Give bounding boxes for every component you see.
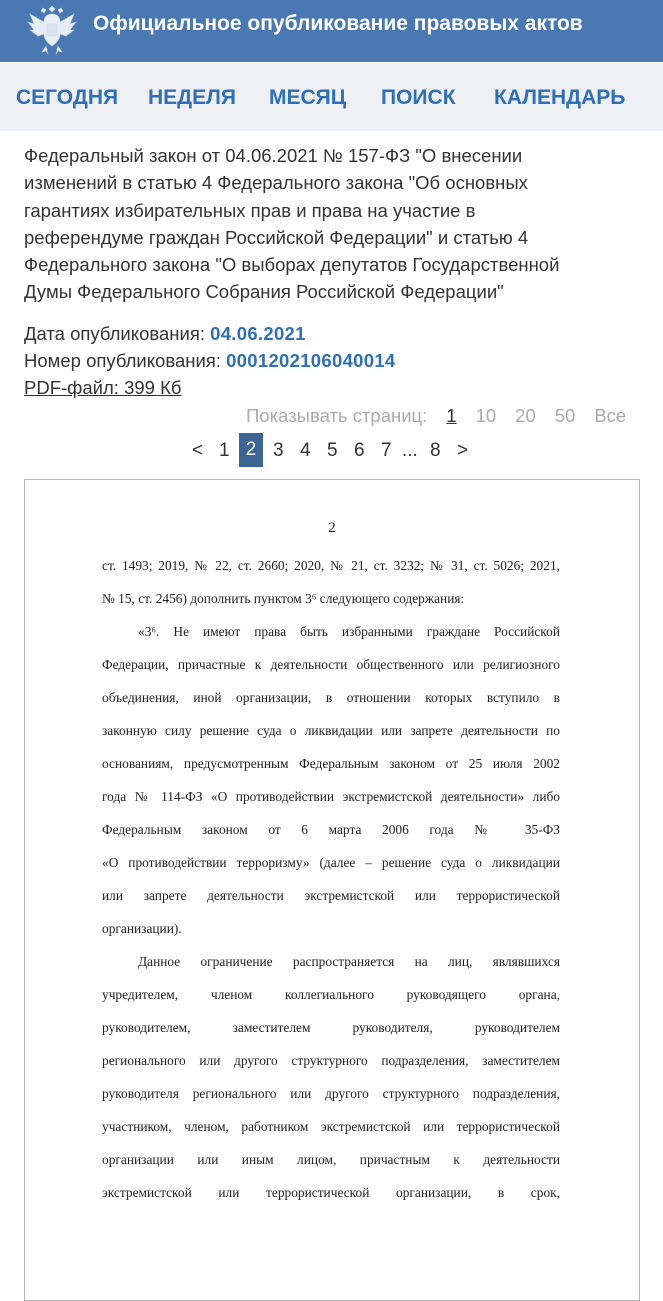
title-line: референдуме граждан Российской Федерации" и статью 4: [24, 226, 529, 248]
title-line: изменений в статью 4 Федерального закона "Об основных: [24, 172, 528, 194]
pager-next[interactable]: >: [457, 440, 469, 461]
pages-per-view-label: Показывать страниц:: [246, 405, 428, 426]
pages-per-view: [246, 404, 626, 428]
scan-line: основаниям, предусмотренным Федеральным законом от 25 июля 2002: [102, 756, 560, 771]
nav-today[interactable]: СЕГОДНЯ: [16, 86, 119, 109]
document-title: [24, 142, 644, 306]
publication-number-value: 0001202106040014: [226, 350, 396, 371]
scan-line: экстремистской или террористической организации, в срок,: [102, 1185, 560, 1200]
scan-line: «3⁶. Не имеют права быть избранными граждане Российской: [138, 624, 560, 639]
publication-date-value: 04.06.2021: [210, 323, 306, 344]
scan-line: учредителем, членом коллегиального руководящего органа,: [102, 987, 560, 1002]
scan-line: года № 114-ФЗ «О противодействии экстремистской деятельности» либо: [102, 789, 560, 804]
scan-line: регионального или другого структурного подразделения, заместителем: [102, 1053, 560, 1068]
pdf-row: [24, 375, 181, 401]
nav-month[interactable]: МЕСЯЦ: [269, 86, 347, 109]
scan-line: Федеральным законом от 6 марта 2006 года № 35-ФЗ: [102, 822, 560, 837]
document-scan: [24, 479, 640, 1301]
pager-page-7[interactable]: 7: [381, 440, 392, 461]
scan-line: ст. 1493; 2019, № 22, ст. 2660; 2020, № 21, ст. 3232; № 31, ст. 5026; 2021,: [102, 558, 560, 573]
title-line: Думы Федерального Собрания Российской Федерации": [24, 281, 504, 303]
coat-of-arms-icon: [26, 2, 78, 56]
scan-line: Федерации, причастные к деятельности общественного или религиозного: [102, 657, 560, 672]
title-line: Федерального закона "О выборах депутатов Государственной: [24, 254, 560, 276]
pdf-download-link[interactable]: PDF-файл: 399 Кб: [24, 377, 182, 398]
scan-line: организации).: [102, 921, 182, 936]
scan-line: законную силу решение суда о ликвидации или запрете деятельности по: [102, 723, 560, 738]
nav-week[interactable]: НЕДЕЛЯ: [148, 86, 236, 109]
scan-line: руководителя регионального или другого структурного подразделения,: [102, 1086, 560, 1101]
pager-page-current[interactable]: 2: [239, 433, 263, 467]
pager-page-5[interactable]: 5: [327, 440, 338, 461]
publication-date-label: Дата опубликования:: [24, 323, 205, 344]
scan-line: организации или иным лицом, причастным к деятельности: [102, 1152, 560, 1167]
pager-page-6[interactable]: 6: [354, 440, 365, 461]
pages-option-1[interactable]: 1: [446, 405, 457, 426]
scan-line: Данное ограничение распространяется на лиц, являвшихся: [138, 954, 560, 969]
pages-option-50[interactable]: 50: [554, 405, 576, 426]
site-title: Официальное опубликование правовых актов: [93, 12, 583, 35]
publication-number-row: [24, 348, 396, 374]
pager-page-4[interactable]: 4: [300, 440, 311, 461]
scan-line: руководителем, заместителем руководителя, руководителем: [102, 1020, 560, 1035]
scan-line: «О противодействии терроризму» (далее – решение суда о ликвидации: [102, 855, 560, 870]
pager-prev[interactable]: <: [192, 440, 204, 461]
pages-option-all[interactable]: Все: [594, 405, 627, 426]
pages-option-10[interactable]: 10: [475, 405, 497, 426]
nav-calendar[interactable]: КАЛЕНДАРЬ: [494, 86, 626, 109]
scan-line: № 15, ст. 2456) дополнить пунктом 3⁶ следующего содержания:: [102, 591, 465, 606]
publication-date-row: [24, 321, 306, 347]
pager-page-3[interactable]: 3: [273, 440, 284, 461]
nav-search[interactable]: ПОИСК: [381, 86, 456, 109]
scan-line: или запрете деятельности экстремистской или террористической: [102, 888, 560, 903]
pager-ellipsis: ...: [402, 440, 418, 461]
pages-option-20[interactable]: 20: [515, 405, 536, 426]
main-nav: [0, 63, 663, 131]
scan-line: участником, членом, работником экстремистской или террористической: [102, 1119, 560, 1134]
title-line: гарантиях избирательных прав и права на участие в: [24, 199, 476, 221]
title-line: Федеральный закон от 04.06.2021 № 157-ФЗ "О внесении: [24, 145, 523, 166]
publication-number-label: Номер опубликования:: [24, 350, 221, 371]
pager-page-last[interactable]: 8: [430, 440, 441, 461]
scan-page-number: 2: [328, 520, 336, 536]
scan-line: объединения, иной организации, в отношении которых вступило в: [102, 690, 560, 705]
pager-page-1[interactable]: 1: [219, 440, 230, 461]
site-header: [0, 0, 663, 62]
